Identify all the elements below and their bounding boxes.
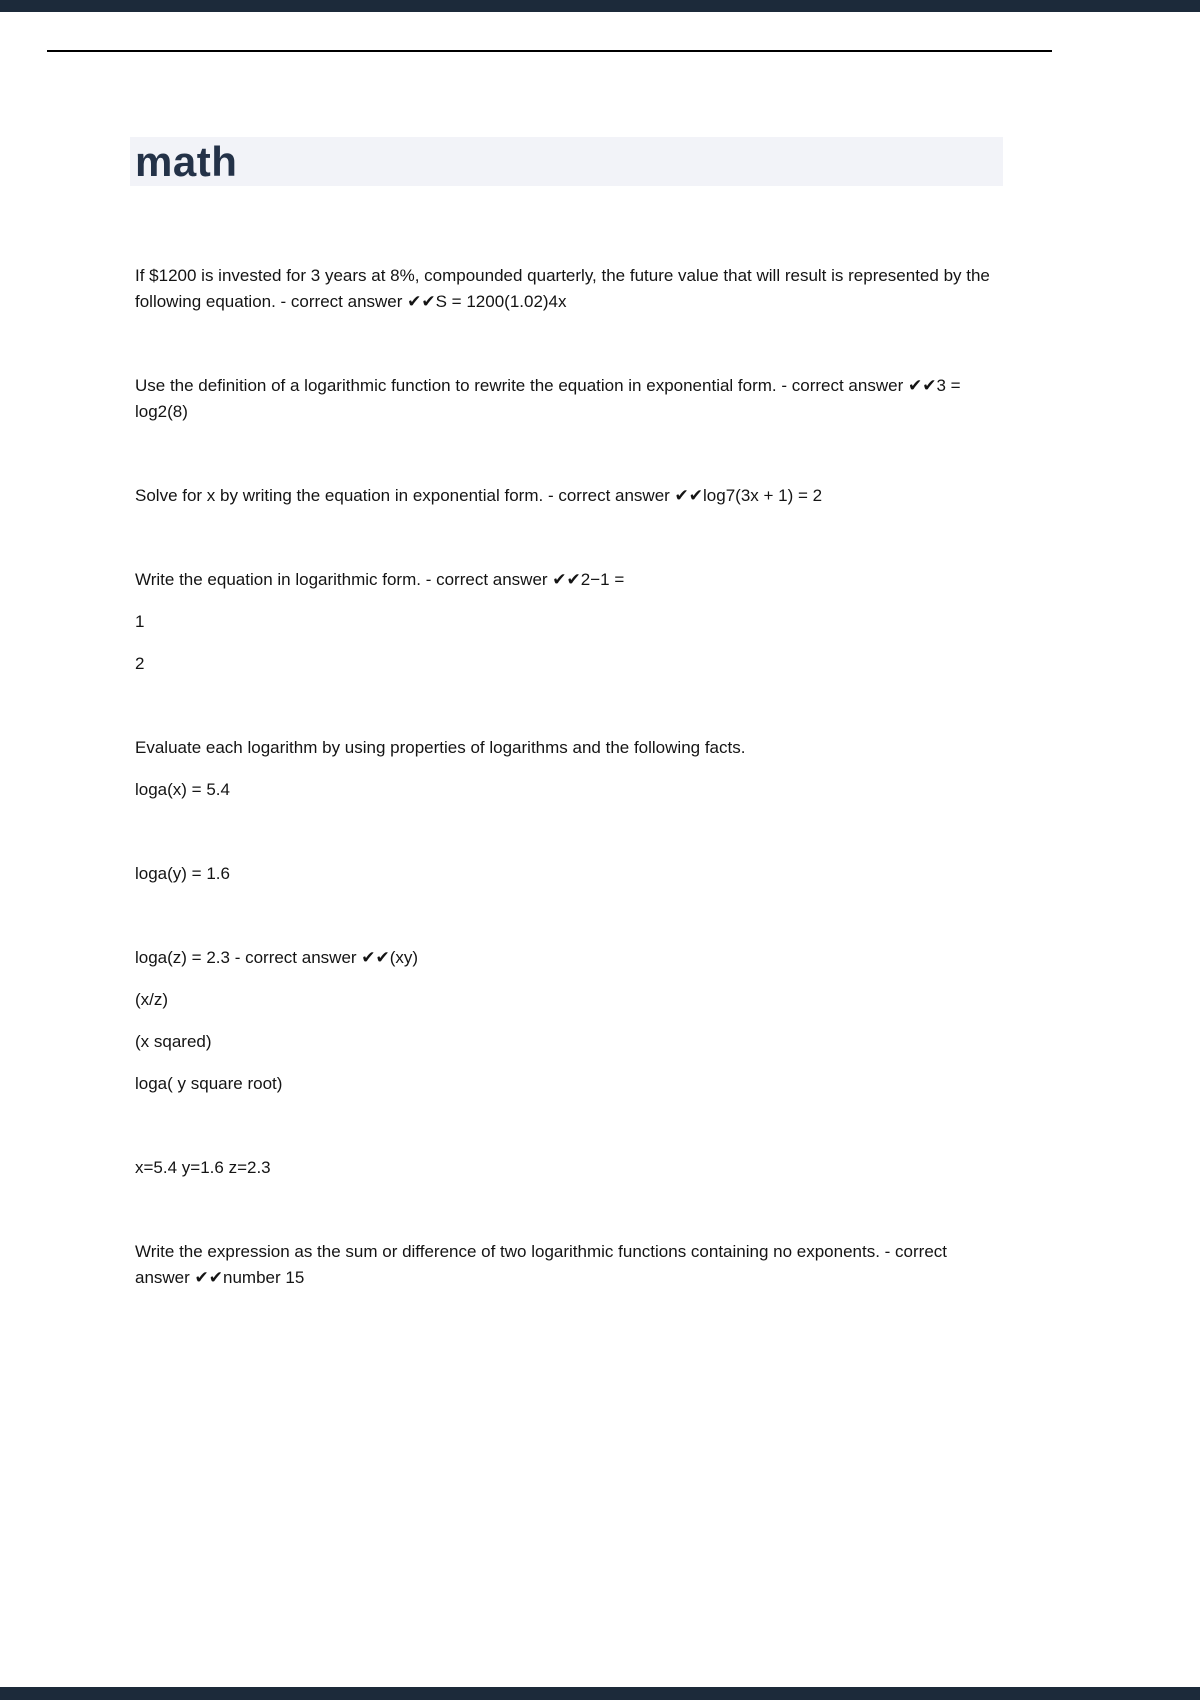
paragraph: If $1200 is invested for 3 years at 8%, compounded quarterly, the future value that will result is represented by the following equation. - correct answer ✔✔S = 1200(1.02)4x xyxy=(135,266,990,311)
title-band xyxy=(130,137,1003,186)
paragraph: loga(x) = 5.4 xyxy=(135,780,230,799)
paragraph: loga(y) = 1.6 xyxy=(135,864,230,883)
paragraph: Write the expression as the sum or difference of two logarithmic functions containing no exponents. - correct answer ✔✔number 15 xyxy=(135,1242,948,1287)
paragraph: loga( y square root) xyxy=(135,1074,283,1093)
paragraph: Solve for x by writing the equation in exponential form. - correct answer ✔✔log7(3x + 1) = 2 xyxy=(135,486,823,505)
paragraph: loga(z) = 2.3 - correct answer ✔✔(xy) xyxy=(135,948,419,967)
paragraph: Evaluate each logarithm by using properties of logarithms and the following facts. xyxy=(135,738,746,757)
paragraph: x=5.4 y=1.6 z=2.3 xyxy=(135,1158,271,1177)
paragraph: (x/z) xyxy=(135,990,169,1009)
document-body xyxy=(135,263,1000,1291)
paragraph: (x sqared) xyxy=(135,1032,212,1051)
paragraph: 2 xyxy=(135,654,145,673)
paragraph: Write the equation in logarithmic form. - correct answer ✔✔2−1 = xyxy=(135,570,625,589)
paragraph: 1 xyxy=(135,612,145,631)
top-accent-bar xyxy=(0,0,1200,12)
paragraph: Use the definition of a logarithmic function to rewrite the equation in exponential form. - correct answer ✔✔3 = log2(8) xyxy=(135,376,961,421)
bottom-accent-bar xyxy=(0,1687,1200,1700)
header-divider xyxy=(47,50,1052,52)
page-title: math xyxy=(135,137,238,185)
